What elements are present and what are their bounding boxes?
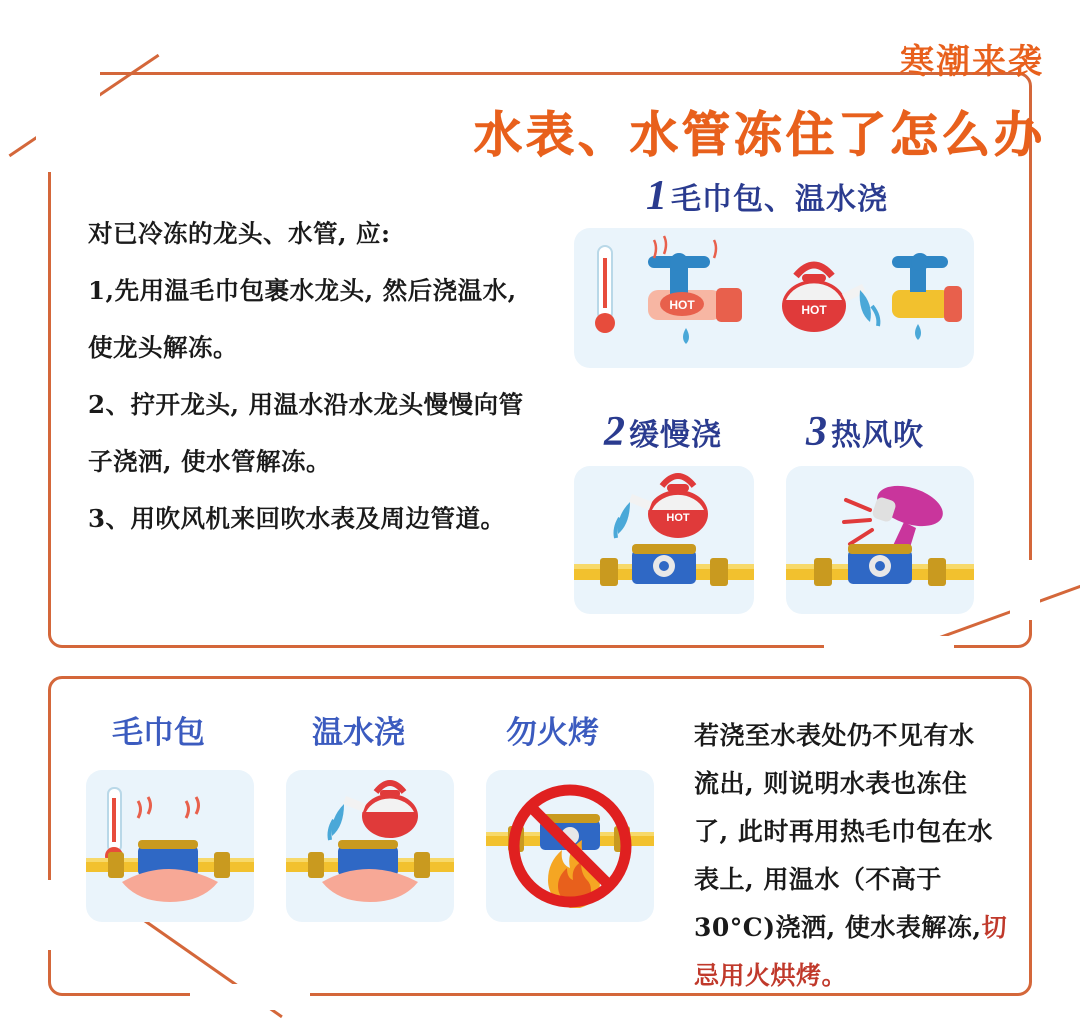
bottom-text-line-1: 若浇至水表处仍不见有水: [694, 721, 975, 750]
bottom-card-2-label: 温水浇: [312, 715, 405, 751]
bottom-text-warn-line: 忌用火烘烤。: [694, 961, 848, 990]
instruction-intro: 对已冷冻的龙头、水管, 应:: [88, 219, 391, 248]
step-3-label: 热风吹: [831, 418, 924, 453]
instruction-line-2: 使龙头解冻。: [88, 333, 238, 362]
step-3-illustration: [786, 466, 974, 614]
bottom-panel-notch-left: [38, 880, 64, 950]
bottom-right-paragraph: [694, 712, 1014, 1000]
hairdryer-watermeter-icon: [786, 466, 974, 614]
bottom-panel-notch-bottom: [190, 984, 310, 1010]
panel-notch-bottom: [824, 636, 954, 662]
bottom-text-line-2: 流出, 则说明水表也冻住: [694, 769, 968, 798]
no-fire-watermeter-icon: [486, 770, 654, 922]
panel-notch-right: [1010, 560, 1040, 620]
bottom-card-3-illustration: [486, 770, 654, 922]
step-1-heading: [646, 172, 888, 220]
step-1-number: 1: [646, 173, 667, 219]
faucet-towel-kettle-icon: [574, 228, 974, 368]
step-3-number: 3: [806, 409, 827, 455]
bottom-text-line-5-main: 30°C)浇洒, 使水表解冻,: [694, 913, 982, 942]
bottom-text-line-3: 了, 此时再用热毛巾包在水: [694, 817, 993, 846]
step-1-label: 毛巾包、温水浇: [671, 182, 888, 217]
bottom-card-1-illustration: [86, 770, 254, 922]
instruction-line-3: 2、拧开龙头, 用温水沿水龙头慢慢向管: [88, 390, 524, 419]
kettle-warmwater-watermeter-icon: [286, 770, 454, 922]
step-2-heading: [604, 408, 722, 456]
panel-notch-top-left-2: [36, 62, 62, 172]
headline-small: 寒潮来袭: [900, 42, 1044, 82]
thermometer-towel-watermeter-icon: [86, 770, 254, 922]
bottom-text-line-4: 表上, 用温水（不高于: [694, 865, 942, 894]
step-2-label: 缓慢浇: [629, 418, 722, 453]
instruction-line-5: 3、用吹风机来回吹水表及周边管道。: [88, 504, 506, 533]
headline-big: 水表、水管冻住了怎么办: [473, 107, 1046, 163]
bottom-text-warn-inline: 切: [981, 913, 1008, 942]
instruction-line-4: 子浇洒, 使水管解冻。: [88, 447, 332, 476]
step-2-number: 2: [604, 409, 625, 455]
instruction-line-1: 1,先用温毛巾包裹水龙头, 然后浇温水,: [88, 276, 517, 305]
step-1-illustration: [574, 228, 974, 368]
bottom-text-line-5: [694, 904, 1014, 952]
svg-text:HOT: HOT: [801, 303, 827, 317]
step-2-illustration: [574, 466, 754, 614]
bottom-card-2-illustration: [286, 770, 454, 922]
bottom-card-1-label: 毛巾包: [112, 715, 205, 751]
step-3-heading: [806, 408, 924, 456]
svg-text:HOT: HOT: [669, 298, 695, 312]
bottom-card-3-label: 勿火烤: [506, 715, 599, 751]
kettle-pour-watermeter-icon: [574, 466, 754, 614]
left-instruction-block: [88, 205, 558, 547]
svg-text:HOT: HOT: [666, 512, 690, 524]
